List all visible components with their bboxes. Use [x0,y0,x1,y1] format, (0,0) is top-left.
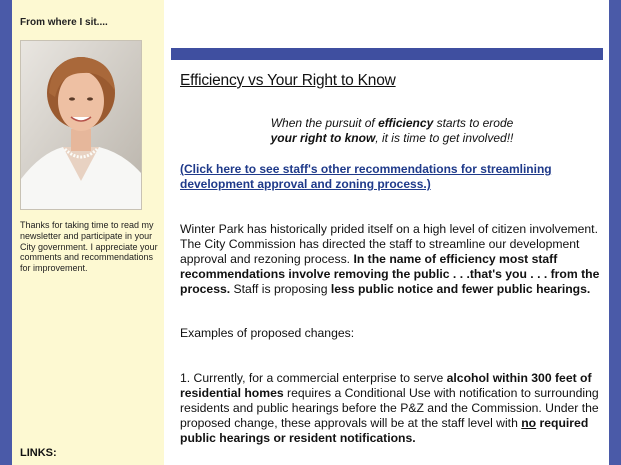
tagline-right-to-know: your right to know [270,131,376,145]
sidebar-intro-text: Thanks for taking time to read my newsletter and participate in your City government. I appreciate your comments and recommendations for improvement. [20,220,158,274]
header-bar [171,48,603,60]
item1-bold2: required public hearings or resident notifications. [180,416,589,445]
tagline-efficiency: efficiency [378,116,434,130]
item1-text2: requires a Conditional Use with notification to surrounding residents and public hearings before the P&Z and the Commission. Under the proposed change, these approvals will be at the staff level with [180,386,599,430]
para1-bold1: In the name of efficiency most staff recommendations involve removing the public . . .that's you . . . from the process. [180,252,600,296]
article-tagline [180,116,604,146]
examples-heading: Examples of proposed changes: [180,326,355,340]
article-title: Efficiency vs Your Right to Know [180,72,396,89]
item1-no: no [521,416,537,430]
left-frame-border [0,0,12,465]
sidebar [12,0,164,465]
intro-paragraph [180,222,604,297]
item1-text1: 1. Currently, for a commercial enterprise to serve [180,371,447,385]
para1-text2: Staff is proposing [230,282,331,296]
tagline-part3: , it is time to get involved!! [375,131,514,145]
para1-text1: Winter Park has historically prided itself on a high level of citizen involvement. The City Commission has directed the staff to streamline our development approval and rezoning process. [180,222,598,266]
author-photo [20,40,142,210]
item1-bold1: alcohol within 300 feet of residential homes [180,371,592,400]
right-frame-border [609,0,621,465]
example-item-1 [180,371,604,446]
tagline-part1: When the pursuit of [270,116,379,130]
para1-bold2: less public notice and fewer public hearings. [330,282,591,296]
tagline-part2: starts to erode [433,116,514,130]
staff-recommendations-link[interactable]: (Click here to see staff's other recommendations for streamlining development approval and zoning process.) [180,162,552,191]
portrait-image [21,41,141,209]
links-label: LINKS: [20,447,57,459]
sidebar-heading: From where I sit.... [20,17,108,28]
